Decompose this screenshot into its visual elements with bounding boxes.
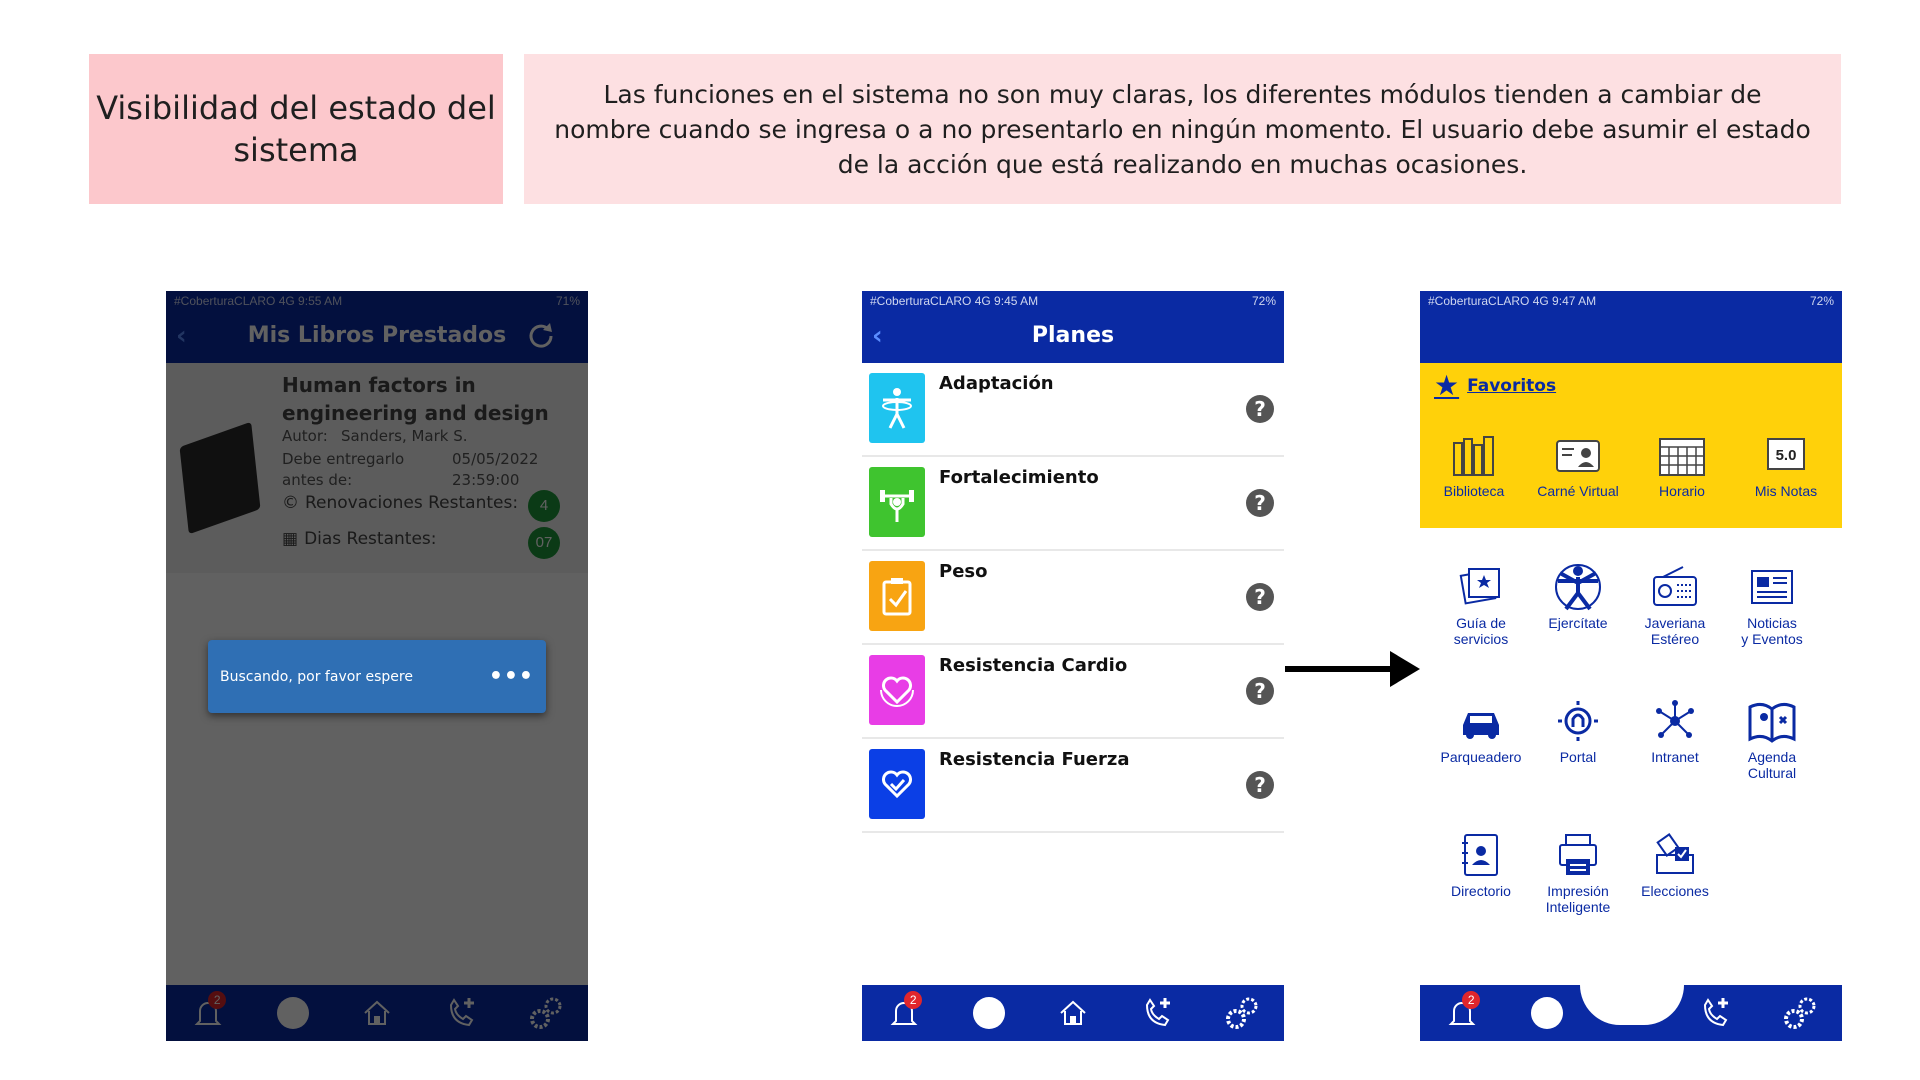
module-ejercitate[interactable] xyxy=(1528,561,1628,631)
weightlifting-icon xyxy=(877,480,917,524)
favorite-mis-notas[interactable] xyxy=(1736,429,1836,499)
library-books-icon xyxy=(1448,429,1500,481)
favorites-panel xyxy=(1420,363,1842,528)
module-label-line-1: Ejercítate xyxy=(1548,615,1608,631)
loading-toast xyxy=(208,640,546,713)
module-label-line-1: Parqueadero xyxy=(1440,749,1522,765)
module-noticias-y-eventos[interactable] xyxy=(1722,561,1822,647)
page-title: Planes xyxy=(1031,323,1115,348)
phone-plus-icon[interactable] xyxy=(1135,991,1179,1035)
help-icon[interactable]: ? xyxy=(1246,395,1274,423)
module-portal[interactable] xyxy=(1528,695,1628,765)
plan-color-swatch xyxy=(869,749,925,819)
bell-icon[interactable] xyxy=(882,991,926,1035)
favorite-horario[interactable] xyxy=(1632,429,1732,499)
module-agenda-cultural[interactable] xyxy=(1722,695,1822,781)
description-box xyxy=(524,54,1841,204)
help-icon[interactable]: ? xyxy=(1246,771,1274,799)
module-label-line-1: Impresión xyxy=(1547,883,1609,899)
favorites-title: Favoritos xyxy=(1467,375,1557,396)
network-icon xyxy=(1649,695,1701,747)
plan-row-adaptacion[interactable] xyxy=(862,363,1284,457)
plan-label: Resistencia Cardio xyxy=(939,655,1128,676)
tab-bar xyxy=(862,985,1284,1041)
heading-box xyxy=(89,54,503,204)
module-label-line-2: y Eventos xyxy=(1741,631,1803,647)
favorite-carne-virtual[interactable] xyxy=(1528,429,1628,499)
module-javeriana-estereo[interactable] xyxy=(1625,561,1725,647)
plan-label: Adaptación xyxy=(939,373,1054,394)
ballot-box-icon xyxy=(1649,829,1701,881)
phone-mis-libros-prestados xyxy=(166,291,588,1041)
module-label-line-2: Estéreo xyxy=(1650,631,1700,647)
heading-text: Visibilidad del estado del sistema xyxy=(96,89,496,169)
status-bar xyxy=(1420,291,1842,311)
compass-icon[interactable] xyxy=(1525,991,1569,1035)
module-impresion-inteligente[interactable] xyxy=(1528,829,1628,915)
settings-icon[interactable] xyxy=(1220,991,1264,1035)
module-label-line-2: Inteligente xyxy=(1545,899,1611,915)
vitruvian-man-icon xyxy=(1552,561,1604,613)
module-directorio[interactable] xyxy=(1431,829,1531,899)
star-icon: ★ xyxy=(1434,369,1460,402)
service-guide-icon xyxy=(1455,561,1507,613)
plan-label: Resistencia Fuerza xyxy=(939,749,1130,770)
settings-icon[interactable] xyxy=(1778,991,1822,1035)
stretch-icon xyxy=(877,386,917,430)
module-label-line-1: Javeriana xyxy=(1644,615,1706,631)
arrow-shaft xyxy=(1285,666,1395,672)
more-icon: ••• xyxy=(488,664,534,689)
radio-icon xyxy=(1649,561,1701,613)
heart-check-icon xyxy=(877,762,917,806)
module-label-line-1: Portal xyxy=(1559,749,1597,765)
plan-row-fortalecimiento[interactable] xyxy=(862,457,1284,551)
phone-planes xyxy=(862,291,1284,1041)
open-book-icon xyxy=(1746,695,1798,747)
heart-icon xyxy=(877,668,917,712)
module-label-line-2: servicios xyxy=(1453,631,1509,647)
newspaper-icon xyxy=(1746,561,1798,613)
plan-row-resistencia-fuerza[interactable] xyxy=(862,739,1284,833)
notification-badge: 2 xyxy=(904,991,922,1009)
status-carrier: #CoberturaCLARO 4G 9:45 AM xyxy=(870,294,1039,308)
module-label-line-2: Cultural xyxy=(1747,765,1797,781)
status-battery: 72% xyxy=(1251,294,1276,308)
plan-row-resistencia-cardio[interactable] xyxy=(862,645,1284,739)
favorite-label: Carné Virtual xyxy=(1537,483,1619,499)
plan-label: Fortalecimiento xyxy=(939,467,1099,488)
favorites-header[interactable] xyxy=(1434,369,1556,402)
grades-icon xyxy=(1760,429,1812,481)
phone-plus-icon[interactable] xyxy=(1693,991,1737,1035)
compass-icon[interactable] xyxy=(967,991,1011,1035)
id-card-icon xyxy=(1552,429,1604,481)
status-bar xyxy=(862,291,1284,311)
portal-icon xyxy=(1552,695,1604,747)
plan-color-swatch xyxy=(869,373,925,443)
status-battery: 72% xyxy=(1809,294,1834,308)
loading-text: Buscando, por favor espere xyxy=(220,668,413,685)
plan-color-swatch xyxy=(869,655,925,725)
bell-icon[interactable] xyxy=(1440,991,1484,1035)
module-label-line-1: Intranet xyxy=(1651,749,1699,765)
nav-bar xyxy=(862,291,1284,363)
plan-label: Peso xyxy=(939,561,988,582)
help-icon[interactable]: ? xyxy=(1246,489,1274,517)
back-icon[interactable]: ‹ xyxy=(872,321,883,351)
printer-icon xyxy=(1552,829,1604,881)
module-parqueadero[interactable] xyxy=(1431,695,1531,765)
notification-badge: 2 xyxy=(1462,991,1480,1009)
contact-book-icon xyxy=(1455,829,1507,881)
help-icon[interactable]: ? xyxy=(1246,677,1274,705)
module-label-line-1: Elecciones xyxy=(1641,883,1709,899)
nav-bar xyxy=(1420,291,1842,363)
help-icon[interactable]: ? xyxy=(1246,583,1274,611)
plan-color-swatch xyxy=(869,467,925,537)
svg-text:5.0: 5.0 xyxy=(1775,447,1797,464)
arrow-right-icon xyxy=(1390,651,1420,687)
module-label-line-1: Directorio xyxy=(1451,883,1511,899)
favorite-label: Biblioteca xyxy=(1443,483,1505,499)
favorite-biblioteca[interactable] xyxy=(1424,429,1524,499)
module-label-line-1: Agenda xyxy=(1747,749,1797,765)
favorite-label: Horario xyxy=(1659,483,1705,499)
module-label-line-1: Guía de xyxy=(1456,615,1506,631)
module-label-line-1: Noticias xyxy=(1747,615,1797,631)
home-icon[interactable] xyxy=(1051,991,1095,1035)
plan-color-swatch xyxy=(869,561,925,631)
module-guia-de-servicios[interactable] xyxy=(1431,561,1531,647)
favorite-label: Mis Notas xyxy=(1754,483,1818,499)
plan-row-peso[interactable] xyxy=(862,551,1284,645)
calendar-icon xyxy=(1656,429,1708,481)
description-text: Las funciones en el sistema no son muy claras, los diferentes módulos tienden a cambiar de nombre cuando se ingresa o a no presentarlo en ningún momento. El usuario debe asumir el estado de la acción que está realizando en muchas ocasiones. xyxy=(554,79,1811,179)
car-icon xyxy=(1455,695,1507,747)
status-carrier: #CoberturaCLARO 4G 9:47 AM xyxy=(1428,294,1597,308)
scale-check-icon xyxy=(877,574,917,618)
module-intranet[interactable] xyxy=(1625,695,1725,765)
module-elecciones[interactable] xyxy=(1625,829,1725,899)
phone-home-menu xyxy=(1420,291,1842,1041)
